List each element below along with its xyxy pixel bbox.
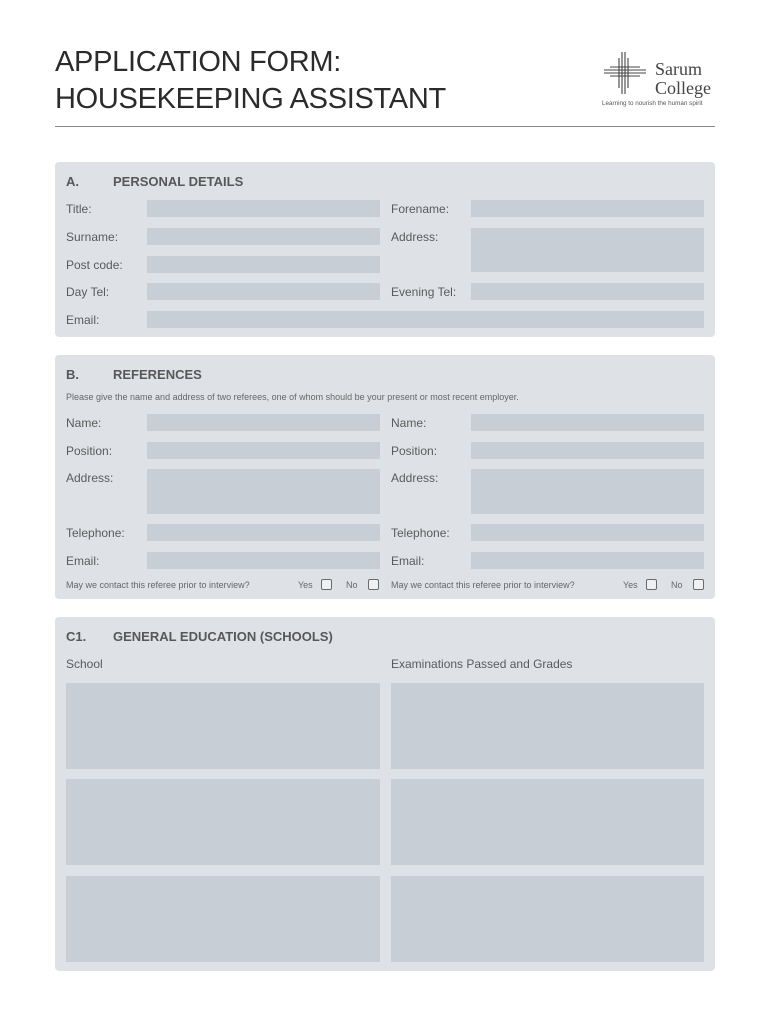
page-title-line1: APPLICATION FORM:	[55, 46, 342, 78]
section-a-letter: A.	[66, 174, 79, 189]
referee1-name-field[interactable]	[147, 414, 380, 431]
referee1-email-label: Email:	[66, 554, 100, 568]
section-b-title: REFERENCES	[113, 367, 202, 382]
referee2-yes-checkbox[interactable]	[646, 579, 657, 590]
email-field[interactable]	[147, 311, 704, 328]
referee2-telephone-field[interactable]	[471, 524, 704, 541]
email-label: Email:	[66, 313, 100, 327]
referee2-name-field[interactable]	[471, 414, 704, 431]
referee1-yes-label: Yes	[298, 580, 313, 590]
referee1-position-label: Position:	[66, 444, 113, 458]
logo-name	[655, 60, 711, 98]
day-tel-field[interactable]	[147, 283, 380, 300]
logo-tagline: Learning to nourish the human spirit	[602, 100, 703, 107]
address-label: Address:	[391, 230, 439, 244]
page-title	[55, 44, 446, 118]
referee1-address-label: Address:	[66, 471, 114, 485]
exams-column-header: Examinations Passed and Grades	[391, 657, 573, 671]
referee2-name-label: Name:	[391, 416, 427, 430]
surname-label: Surname:	[66, 230, 119, 244]
referee2-position-label: Position:	[391, 444, 438, 458]
header-divider	[55, 126, 715, 127]
referee2-address-label: Address:	[391, 471, 439, 485]
forename-field[interactable]	[471, 200, 704, 217]
school-field-2[interactable]	[66, 779, 380, 865]
evening-tel-field[interactable]	[471, 283, 704, 300]
referee2-yes-label: Yes	[623, 580, 638, 590]
exams-field-1[interactable]	[391, 683, 704, 769]
school-field-1[interactable]	[66, 683, 380, 769]
referee1-telephone-field[interactable]	[147, 524, 380, 541]
section-a-title: PERSONAL DETAILS	[113, 174, 244, 189]
referee1-no-label: No	[346, 580, 358, 590]
exams-field-3[interactable]	[391, 876, 704, 962]
title-field[interactable]	[147, 200, 380, 217]
logo-name-line2: College	[655, 78, 711, 98]
postcode-label: Post code:	[66, 258, 123, 272]
referee1-contact-question: May we contact this referee prior to interview?	[66, 580, 250, 590]
referee1-address-field[interactable]	[147, 469, 380, 514]
postcode-field[interactable]	[147, 256, 380, 273]
address-field[interactable]	[471, 228, 704, 272]
day-tel-label: Day Tel:	[66, 285, 110, 299]
referee1-telephone-label: Telephone:	[66, 526, 125, 540]
referee1-position-field[interactable]	[147, 442, 380, 459]
section-b-letter: B.	[66, 367, 79, 382]
surname-field[interactable]	[147, 228, 380, 245]
referee2-no-checkbox[interactable]	[693, 579, 704, 590]
referee2-email-field[interactable]	[471, 552, 704, 569]
referee2-telephone-label: Telephone:	[391, 526, 450, 540]
exams-field-2[interactable]	[391, 779, 704, 865]
section-c1-letter: C1.	[66, 629, 87, 644]
school-field-3[interactable]	[66, 876, 380, 962]
section-c1-title: GENERAL EDUCATION (SCHOOLS)	[113, 629, 333, 644]
referee1-yes-checkbox[interactable]	[321, 579, 332, 590]
referee2-contact-question: May we contact this referee prior to interview?	[391, 580, 575, 590]
referee1-name-label: Name:	[66, 416, 102, 430]
referee2-position-field[interactable]	[471, 442, 704, 459]
referee2-email-label: Email:	[391, 554, 425, 568]
logo-name-line1: Sarum	[655, 59, 702, 79]
college-logo	[600, 50, 716, 112]
references-instruction: Please give the name and address of two referees, one of whom should be your present or most recent employer.	[66, 392, 519, 402]
evening-tel-label: Evening Tel:	[391, 285, 457, 299]
referee1-email-field[interactable]	[147, 552, 380, 569]
referee1-no-checkbox[interactable]	[368, 579, 379, 590]
referee2-address-field[interactable]	[471, 469, 704, 514]
school-column-header: School	[66, 657, 103, 671]
page-title-line2: HOUSEKEEPING ASSISTANT	[55, 83, 446, 115]
cross-icon	[600, 50, 650, 98]
referee2-no-label: No	[671, 580, 683, 590]
title-label: Title:	[66, 202, 92, 216]
forename-label: Forename:	[391, 202, 450, 216]
